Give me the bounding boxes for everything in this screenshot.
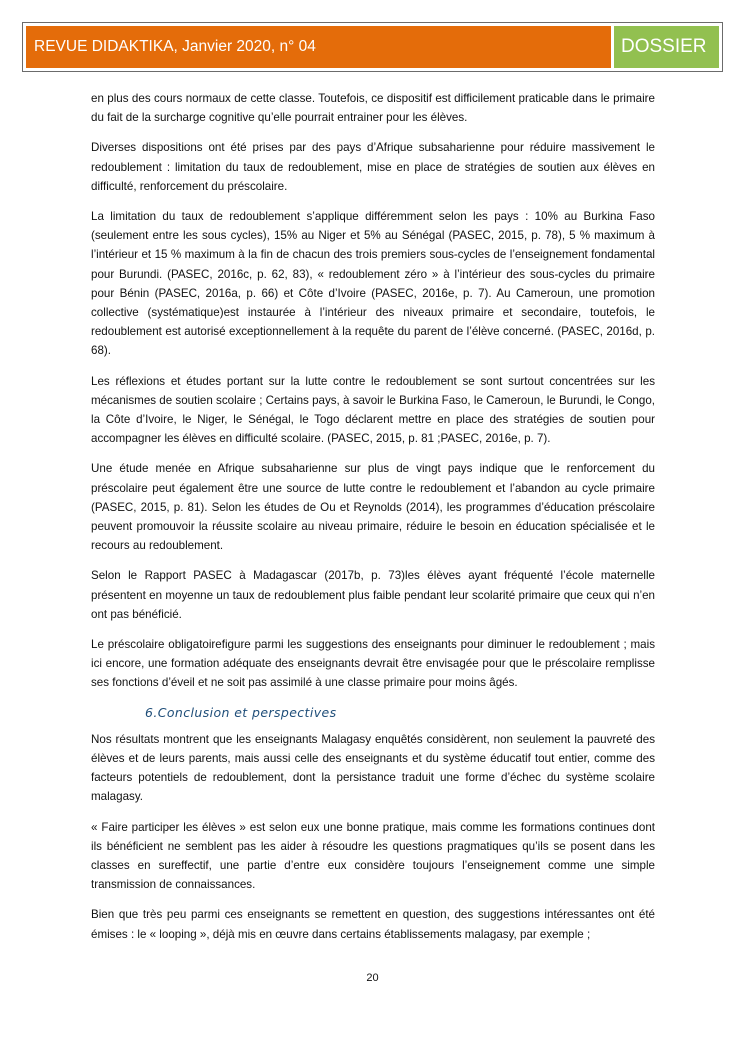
paragraph: Une étude menée en Afrique subsaharienne sur plus de vingt pays indique que le renforcement du préscolaire peut également être une source de lutte contre le redoublement et l’abandon au cycle primaire (PASEC, 2015, p. 81). Selon les études de Ou et Reynolds (2014), les programmes d’éducation préscolaire peuvent promouvoir la réussite scolaire au niveau primaire, réduire le besoin en éducation spécialisée et le recours au redoublement.: [91, 462, 655, 553]
paragraph: Le préscolaire obligatoirefigure parmi les suggestions des enseignants pour diminuer le redoublement ; mais ici encore, une formation adéquate des enseignants devrait être envisagée pour que le préscolaire remplisse ses fonctions d’éveil et ne soit pas assimilé à une classe primaire pour moins âgés.: [91, 638, 655, 690]
section-heading: 6.Conclusion et perspectives: [145, 704, 337, 720]
paragraph: Bien que très peu parmi ces enseignants se remettent en question, des suggestions intéressantes ont été émises : le « looping », déjà mis en œuvre dans certains établissements malagasy, par exemple ;: [91, 908, 655, 941]
paragraph: Nos résultats montrent que les enseignants Malagasy enquêtés considèrent, non seulement la pauvreté des élèves et de leurs parents, mais aussi celle des enseignants et du système éducatif tout entier, comme des facteurs potentiels de redoublement, dont la persistance traduit une forme d’échec du système scolaire malagasy.: [91, 732, 655, 804]
page-header: [22, 22, 723, 72]
paragraph: « Faire participer les élèves » est selon eux une bonne pratique, mais comme les formations continues dont ils bénéficient ne semblent pas les aider à résoudre les questions pragmatiques qu’ils se posent dans les classes en sureffectif, une partie d’entre eux considère toujours l’enseignement comme une simple transmission de connaissances.: [91, 820, 655, 892]
paragraph: en plus des cours normaux de cette classe. Toutefois, ce dispositif est difficilement praticable dans le primaire du fait de la surcharge cognitive qu’elle pourrait entrainer pour les élèves.: [91, 92, 655, 125]
paragraph: Diverses dispositions ont été prises par des pays d’Afrique subsaharienne pour réduire massivement le redoublement : limitation du taux de redoublement, mise en place de stratégies de soutien aux élèves en difficulté, renforcement du préscolaire.: [91, 141, 655, 193]
paragraph: Les réflexions et études portant sur la lutte contre le redoublement se sont surtout concentrées sur les mécanismes de soutien scolaire ; Certains pays, à savoir le Burkina Faso, le Cameroun, le Burundi, le Congo, la Côte d’Ivoire, le Niger, le Sénégal, le Togo déclarent mettre en place des stratégies de soutien pour accompagner les élèves en difficulté scolaire. (PASEC, 2015, p. 81 ;PASEC, 2016e, p. 7).: [91, 374, 655, 446]
paragraph: Selon le Rapport PASEC à Madagascar (2017b, p. 73)les élèves ayant fréquenté l’école maternelle présentent en moyenne un taux de redoublement plus faible pendant leur scolarité primaire que ceux qui n’en ont pas bénéficié.: [91, 569, 655, 621]
journal-title: REVUE DIDAKTIKA, Janvier 2020, n° 04: [26, 26, 611, 68]
section-label: DOSSIER: [614, 26, 719, 68]
article-body: [91, 89, 655, 955]
paragraph: La limitation du taux de redoublement s’applique différemment selon les pays : 10% au Burkina Faso (seulement entre les sous cycles), 15% au Niger et 5% au Sénégal (PASEC, 2015, p. 78), 5 % maximum à l’intérieur et 15 % maximum à la fin de chacun des trois premiers sous-cycles de l’enseignement fondamental pour Burundi. (PASEC, 2016c, p. 62, 83), « redoublement zéro » à l’intérieur des sous-cycles du primaire pour Bénin (PASEC, 2016a, p. 66) et Côte d’Ivoire (PASEC, 2016e, p. 7). Au Cameroun, une promotion collective (systématique)est instaurée à l’intérieur des niveaux primaire et secondaire, toutefois, le redoublement est autorisé exceptionnellement à la requête du parent de l’élève concerné. (PASEC, 2016d, p. 68).: [91, 210, 655, 358]
page-number: 20: [366, 972, 379, 984]
